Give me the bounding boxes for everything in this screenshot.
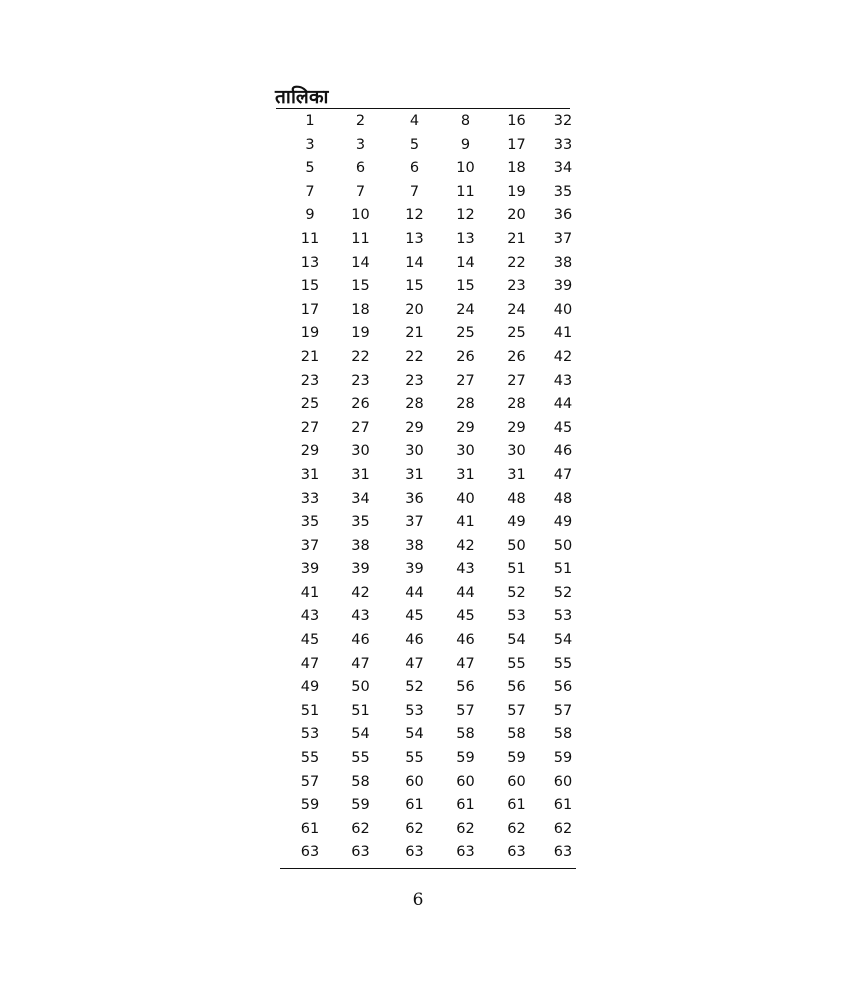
table-cell: 30 <box>405 443 424 460</box>
table-cell: 7 <box>409 183 420 200</box>
table-cell: 14 <box>456 254 475 271</box>
table-cell: 4 <box>409 113 420 129</box>
table-cell: 51 <box>507 561 526 578</box>
table-cell: 42 <box>456 537 475 554</box>
table-cell: 42 <box>553 348 573 365</box>
table-cell: 15 <box>351 278 370 295</box>
table-cell: 63 <box>456 844 475 861</box>
table-row <box>280 488 576 512</box>
table-cell: 39 <box>351 561 370 578</box>
table-cell: 23 <box>507 278 526 295</box>
table-row <box>280 723 576 747</box>
table-cell: 15 <box>456 278 475 295</box>
table-cell: 56 <box>456 679 475 696</box>
table-cell: 62 <box>405 820 424 837</box>
table-cell: 51 <box>553 561 573 578</box>
table-cell: 28 <box>507 396 526 413</box>
table-cell: 30 <box>507 443 526 460</box>
table-cell: 17 <box>507 136 526 153</box>
table-row <box>280 535 576 559</box>
table-row <box>280 204 576 228</box>
table-row <box>280 440 576 464</box>
table-cell: 51 <box>351 702 370 719</box>
table-cell: 30 <box>456 443 475 460</box>
table-cell: 58 <box>553 726 573 743</box>
table-cell: 53 <box>300 726 320 743</box>
table-cell: 52 <box>405 679 424 696</box>
table-cell: 46 <box>456 632 475 649</box>
table-cell: 45 <box>456 608 475 625</box>
table-cell: 56 <box>553 679 573 696</box>
table-cell: 50 <box>553 537 573 554</box>
table-cell: 14 <box>351 254 370 271</box>
table-cell: 29 <box>507 419 526 436</box>
table-row <box>280 582 576 606</box>
table-cell: 27 <box>351 419 370 436</box>
top-rule <box>276 108 570 109</box>
table-cell: 50 <box>507 537 526 554</box>
table-row <box>280 370 576 394</box>
table-row <box>280 676 576 700</box>
table-cell: 52 <box>553 584 573 601</box>
table-row <box>280 299 576 323</box>
table-cell: 6 <box>355 160 366 177</box>
table-cell: 16 <box>507 113 526 129</box>
table-cell: 22 <box>507 254 526 271</box>
table-cell: 25 <box>507 325 526 342</box>
table-cell: 57 <box>456 702 475 719</box>
table-row <box>280 134 576 158</box>
table-cell: 45 <box>405 608 424 625</box>
table-cell: 19 <box>351 325 370 342</box>
table-cell: 49 <box>507 514 526 531</box>
table-cell: 46 <box>405 632 424 649</box>
table-cell: 62 <box>507 820 526 837</box>
table-row <box>280 818 576 842</box>
table-cell: 20 <box>405 301 424 318</box>
table-row <box>280 653 576 677</box>
table-cell: 48 <box>507 490 526 507</box>
table-cell: 29 <box>405 419 424 436</box>
table-cell: 47 <box>351 655 370 672</box>
table-cell: 63 <box>405 844 424 861</box>
table-cell: 24 <box>456 301 475 318</box>
table-cell: 10 <box>351 207 370 224</box>
table-cell: 27 <box>300 419 320 436</box>
table-row <box>280 747 576 771</box>
table-cell: 38 <box>405 537 424 554</box>
table-cell: 60 <box>405 773 424 790</box>
table-row <box>280 771 576 795</box>
table-cell: 59 <box>553 750 573 767</box>
table-cell: 10 <box>456 160 475 177</box>
table-cell: 21 <box>405 325 424 342</box>
table-cell: 29 <box>456 419 475 436</box>
table-cell: 38 <box>553 254 573 271</box>
table-cell: 27 <box>456 372 475 389</box>
table-cell: 31 <box>351 466 370 483</box>
table-cell: 47 <box>553 466 573 483</box>
table-cell: 44 <box>456 584 475 601</box>
table-cell: 55 <box>553 655 573 672</box>
table-cell: 41 <box>300 584 320 601</box>
table-cell: 61 <box>507 797 526 814</box>
table-row <box>280 393 576 417</box>
table-cell: 47 <box>300 655 320 672</box>
table-cell: 26 <box>507 348 526 365</box>
table-cell: 25 <box>456 325 475 342</box>
table-cell: 37 <box>553 230 573 247</box>
table-cell: 59 <box>300 797 320 814</box>
table-cell: 32 <box>553 113 573 129</box>
table-cell: 13 <box>405 230 424 247</box>
table-cell: 63 <box>300 844 320 861</box>
table-cell: 28 <box>456 396 475 413</box>
table-cell: 9 <box>460 136 471 153</box>
table-cell: 24 <box>507 301 526 318</box>
table-cell: 1 <box>305 113 315 129</box>
table-cell: 21 <box>507 230 526 247</box>
table-cell: 49 <box>300 679 320 696</box>
table-row <box>280 228 576 252</box>
table-cell: 3 <box>355 136 366 153</box>
table-cell: 29 <box>300 443 320 460</box>
table-cell: 35 <box>300 514 320 531</box>
bottom-rule <box>280 868 576 869</box>
table-cell: 43 <box>351 608 370 625</box>
table-cell: 58 <box>351 773 370 790</box>
table-cell: 44 <box>553 396 573 413</box>
table-cell: 44 <box>405 584 424 601</box>
table-cell: 43 <box>300 608 320 625</box>
table-cell: 28 <box>405 396 424 413</box>
table-cell: 61 <box>553 797 573 814</box>
table-cell: 60 <box>553 773 573 790</box>
table-cell: 62 <box>553 820 573 837</box>
table-cell: 23 <box>351 372 370 389</box>
table-cell: 53 <box>405 702 424 719</box>
table-cell: 39 <box>553 278 573 295</box>
table-cell: 37 <box>300 537 320 554</box>
table-cell: 22 <box>351 348 370 365</box>
table-cell: 54 <box>405 726 424 743</box>
table-cell: 59 <box>456 750 475 767</box>
table-cell: 45 <box>300 632 320 649</box>
table-cell: 18 <box>351 301 370 318</box>
table-cell: 13 <box>456 230 475 247</box>
table-cell: 27 <box>507 372 526 389</box>
table-cell: 47 <box>405 655 424 672</box>
table-cell: 49 <box>553 514 573 531</box>
table-cell: 22 <box>405 348 424 365</box>
table-cell: 46 <box>351 632 370 649</box>
table-cell: 55 <box>351 750 370 767</box>
table-row <box>280 275 576 299</box>
table-cell: 61 <box>456 797 475 814</box>
table-cell: 7 <box>355 183 366 200</box>
table-row <box>280 605 576 629</box>
table-cell: 58 <box>507 726 526 743</box>
table-cell: 48 <box>553 490 573 507</box>
table-cell: 57 <box>553 702 573 719</box>
table-cell: 42 <box>351 584 370 601</box>
table-cell: 8 <box>460 113 471 129</box>
table-cell: 46 <box>553 443 573 460</box>
table-cell: 58 <box>456 726 475 743</box>
table-cell: 19 <box>300 325 320 342</box>
table-cell: 30 <box>351 443 370 460</box>
table-cell: 53 <box>507 608 526 625</box>
table-cell: 57 <box>300 773 320 790</box>
table-cell: 43 <box>456 561 475 578</box>
table-cell: 38 <box>351 537 370 554</box>
table-row <box>280 511 576 535</box>
table-cell: 23 <box>405 372 424 389</box>
table-cell: 50 <box>351 679 370 696</box>
table-cell: 54 <box>553 632 573 649</box>
table-cell: 26 <box>456 348 475 365</box>
table-row <box>280 322 576 346</box>
table-cell: 61 <box>300 820 320 837</box>
table-cell: 62 <box>351 820 370 837</box>
table-cell: 55 <box>300 750 320 767</box>
table-row <box>280 700 576 724</box>
table-row <box>280 252 576 276</box>
number-table <box>280 110 576 865</box>
table-cell: 60 <box>456 773 475 790</box>
table-cell: 35 <box>553 183 573 200</box>
table-cell: 63 <box>553 844 573 861</box>
table-cell: 55 <box>507 655 526 672</box>
table-cell: 34 <box>351 490 370 507</box>
table-cell: 12 <box>456 207 475 224</box>
table-cell: 51 <box>300 702 320 719</box>
table-cell: 31 <box>405 466 424 483</box>
table-cell: 17 <box>300 301 320 318</box>
table-cell: 43 <box>553 372 573 389</box>
table-cell: 6 <box>409 160 420 177</box>
page-number: 6 <box>412 890 424 910</box>
table-title: तालिका <box>275 86 329 108</box>
table-cell: 15 <box>405 278 424 295</box>
table-cell: 55 <box>405 750 424 767</box>
table-row <box>280 464 576 488</box>
table-cell: 12 <box>405 207 424 224</box>
table-cell: 37 <box>405 514 424 531</box>
table-cell: 61 <box>405 797 424 814</box>
table-row <box>280 794 576 818</box>
table-cell: 15 <box>300 278 320 295</box>
table-cell: 31 <box>300 466 320 483</box>
table-cell: 7 <box>305 183 315 200</box>
table-cell: 33 <box>300 490 320 507</box>
table-cell: 11 <box>351 230 370 247</box>
table-cell: 59 <box>351 797 370 814</box>
table-cell: 36 <box>405 490 424 507</box>
table-cell: 2 <box>355 113 366 129</box>
table-cell: 11 <box>300 230 320 247</box>
table-cell: 5 <box>409 136 420 153</box>
table-cell: 41 <box>553 325 573 342</box>
table-cell: 33 <box>553 136 573 153</box>
table-cell: 54 <box>351 726 370 743</box>
table-cell: 63 <box>351 844 370 861</box>
table-cell: 54 <box>507 632 526 649</box>
table-cell: 39 <box>405 561 424 578</box>
table-cell: 3 <box>305 136 315 153</box>
table-cell: 34 <box>553 160 573 177</box>
table-cell: 40 <box>456 490 475 507</box>
table-cell: 26 <box>351 396 370 413</box>
table-cell: 25 <box>300 396 320 413</box>
table-cell: 56 <box>507 679 526 696</box>
table-body <box>280 110 576 865</box>
table-cell: 20 <box>507 207 526 224</box>
table-row <box>280 417 576 441</box>
table-cell: 11 <box>456 183 475 200</box>
table-row <box>280 346 576 370</box>
table-cell: 19 <box>507 183 526 200</box>
table-cell: 63 <box>507 844 526 861</box>
table-cell: 47 <box>456 655 475 672</box>
table-cell: 41 <box>456 514 475 531</box>
table-cell: 57 <box>507 702 526 719</box>
table-row <box>280 841 576 865</box>
table-cell: 35 <box>351 514 370 531</box>
table-cell: 21 <box>300 348 320 365</box>
table-cell: 62 <box>456 820 475 837</box>
table-cell: 18 <box>507 160 526 177</box>
table-row <box>280 110 576 134</box>
table-cell: 40 <box>553 301 573 318</box>
table-cell: 31 <box>456 466 475 483</box>
table-cell: 59 <box>507 750 526 767</box>
table-cell: 13 <box>300 254 320 271</box>
table-cell: 45 <box>553 419 573 436</box>
table-cell: 31 <box>507 466 526 483</box>
table-cell: 14 <box>405 254 424 271</box>
table-cell: 39 <box>300 561 320 578</box>
table-cell: 36 <box>553 207 573 224</box>
table-row <box>280 629 576 653</box>
table-cell: 53 <box>553 608 573 625</box>
table-row <box>280 558 576 582</box>
table-cell: 5 <box>305 160 315 177</box>
table-row <box>280 181 576 205</box>
table-cell: 52 <box>507 584 526 601</box>
table-cell: 9 <box>305 207 315 224</box>
table-cell: 60 <box>507 773 526 790</box>
table-cell: 23 <box>300 372 320 389</box>
table-row <box>280 157 576 181</box>
